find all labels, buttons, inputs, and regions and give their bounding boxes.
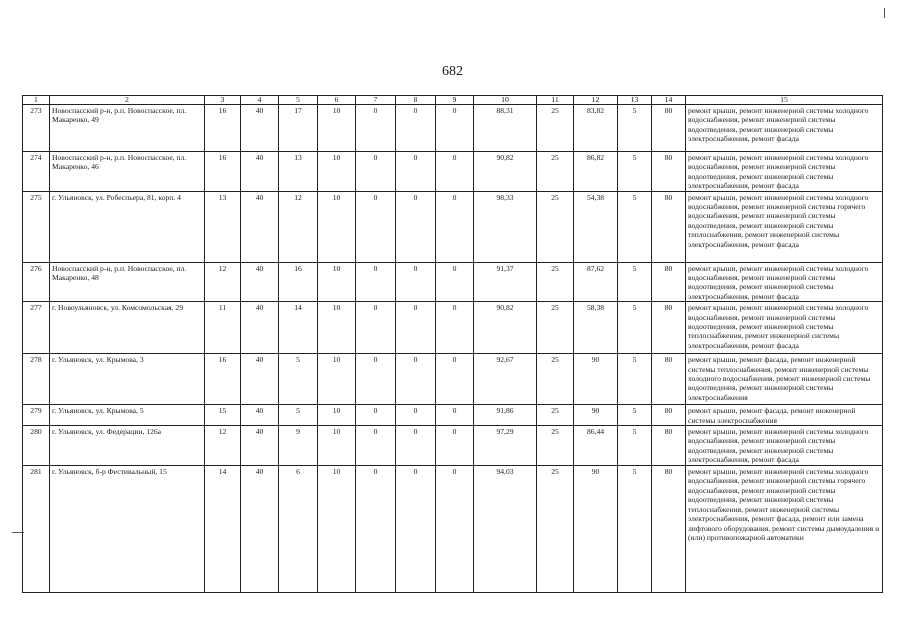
value-cell: 9 <box>279 426 318 466</box>
value-cell: 58,38 <box>574 302 618 354</box>
value-cell: 90 <box>574 354 618 405</box>
repair-register-table <box>22 95 883 593</box>
value-cell: 12 <box>279 191 318 262</box>
value-cell: 25 <box>537 354 574 405</box>
column-header: 6 <box>318 96 356 105</box>
value-cell: 10 <box>318 191 356 262</box>
value-cell: 25 <box>537 191 574 262</box>
column-header: 8 <box>396 96 436 105</box>
value-cell: 13 <box>205 191 241 262</box>
value-cell: 40 <box>241 262 279 302</box>
column-header: 15 <box>686 96 883 105</box>
table-row <box>23 426 883 466</box>
column-header: 10 <box>474 96 537 105</box>
column-header: 1 <box>23 96 50 105</box>
row-number: 275 <box>23 191 50 262</box>
works-cell: ремонт крыши, ремонт инженерной системы холодного водоснабжения, ремонт инженерной системы водоотведения, ремонт инженерной системы электроснабжения, ремонт фасада <box>686 262 883 302</box>
value-cell: 5 <box>618 105 652 152</box>
value-cell: 40 <box>241 302 279 354</box>
value-cell: 11 <box>205 302 241 354</box>
value-cell: 25 <box>537 302 574 354</box>
value-cell: 25 <box>537 262 574 302</box>
value-cell: 80 <box>652 426 686 466</box>
value-cell: 90,82 <box>474 152 537 192</box>
value-cell: 97,29 <box>474 426 537 466</box>
value-cell: 0 <box>396 152 436 192</box>
value-cell: 90 <box>574 466 618 593</box>
value-cell: 17 <box>279 105 318 152</box>
value-cell: 90,82 <box>474 302 537 354</box>
value-cell: 80 <box>652 354 686 405</box>
value-cell: 5 <box>279 405 318 426</box>
value-cell: 16 <box>205 354 241 405</box>
value-cell: 88,31 <box>474 105 537 152</box>
table-row <box>23 405 883 426</box>
value-cell: 98,33 <box>474 191 537 262</box>
value-cell: 5 <box>618 191 652 262</box>
value-cell: 80 <box>652 405 686 426</box>
value-cell: 40 <box>241 354 279 405</box>
value-cell: 40 <box>241 191 279 262</box>
column-header: 2 <box>50 96 205 105</box>
value-cell: 5 <box>618 152 652 192</box>
value-cell: 80 <box>652 466 686 593</box>
value-cell: 5 <box>618 262 652 302</box>
value-cell: 5 <box>618 426 652 466</box>
value-cell: 16 <box>205 105 241 152</box>
value-cell: 91,86 <box>474 405 537 426</box>
value-cell: 5 <box>618 302 652 354</box>
value-cell: 0 <box>356 152 396 192</box>
works-cell: ремонт крыши, ремонт инженерной системы холодного водоснабжения, ремонт инженерной системы водоотведения, ремонт инженерной системы электроснабжения, ремонт фасада <box>686 105 883 152</box>
works-cell: ремонт крыши, ремонт фасада, ремонт инженерной системы теплоснабжения, ремонт инженерной системы холодного водоснабжения, ремонт инженерной системы водоотведения, ремонт инженерной системы электроснабжения <box>686 354 883 405</box>
address-cell: г. Ульяновск, ул. Робеспьера, 81, корп. 4 <box>50 191 205 262</box>
value-cell: 12 <box>205 426 241 466</box>
value-cell: 92,67 <box>474 354 537 405</box>
value-cell: 0 <box>436 262 474 302</box>
value-cell: 83,82 <box>574 105 618 152</box>
address-cell: г. Ульяновск, ул. Крымова, 3 <box>50 354 205 405</box>
value-cell: 10 <box>318 152 356 192</box>
scan-artifact-right <box>884 8 885 18</box>
works-cell: ремонт крыши, ремонт инженерной системы холодного водоснабжения, ремонт инженерной системы горячего водоснабжения, ремонт инженерной системы водоотведения, ремонт инженерной системы теплоснабжения, ремонт инженерной системы электроснабжения, ремонт фасада, ремонт или замена лифтового оборудования, ремонт системы дымоудаления и (или) противопожарной автоматики <box>686 466 883 593</box>
value-cell: 80 <box>652 262 686 302</box>
value-cell: 0 <box>396 466 436 593</box>
value-cell: 0 <box>396 426 436 466</box>
value-cell: 0 <box>356 354 396 405</box>
value-cell: 0 <box>436 105 474 152</box>
address-cell: г. Ульяновск, ул. Крымова, 5 <box>50 405 205 426</box>
value-cell: 14 <box>205 466 241 593</box>
value-cell: 0 <box>356 105 396 152</box>
column-header: 4 <box>241 96 279 105</box>
column-header: 11 <box>537 96 574 105</box>
value-cell: 0 <box>436 354 474 405</box>
row-number: 279 <box>23 405 50 426</box>
value-cell: 10 <box>318 466 356 593</box>
value-cell: 0 <box>436 152 474 192</box>
value-cell: 12 <box>205 262 241 302</box>
value-cell: 54,38 <box>574 191 618 262</box>
column-header: 14 <box>652 96 686 105</box>
value-cell: 80 <box>652 152 686 192</box>
value-cell: 0 <box>396 105 436 152</box>
value-cell: 5 <box>618 466 652 593</box>
value-cell: 40 <box>241 426 279 466</box>
works-cell: ремонт крыши, ремонт инженерной системы холодного водоснабжения, ремонт инженерной системы горячего водоснабжения, ремонт инженерной системы водоотведения, ремонт инженерной системы теплоснабжения, ремонт инженерной системы электроснабжения, ремонт фасада <box>686 191 883 262</box>
value-cell: 10 <box>318 262 356 302</box>
value-cell: 16 <box>279 262 318 302</box>
value-cell: 15 <box>205 405 241 426</box>
table-row <box>23 262 883 302</box>
value-cell: 10 <box>318 426 356 466</box>
value-cell: 0 <box>396 262 436 302</box>
page-number: 682 <box>442 64 463 79</box>
row-number: 278 <box>23 354 50 405</box>
value-cell: 0 <box>356 405 396 426</box>
table-row <box>23 354 883 405</box>
value-cell: 40 <box>241 466 279 593</box>
value-cell: 25 <box>537 426 574 466</box>
value-cell: 25 <box>537 466 574 593</box>
column-header: 3 <box>205 96 241 105</box>
scan-artifact-left <box>12 532 24 533</box>
row-number: 281 <box>23 466 50 593</box>
value-cell: 10 <box>318 405 356 426</box>
value-cell: 40 <box>241 105 279 152</box>
works-cell: ремонт крыши, ремонт фасада, ремонт инженерной системы электроснабжения <box>686 405 883 426</box>
value-cell: 5 <box>618 354 652 405</box>
value-cell: 14 <box>279 302 318 354</box>
value-cell: 80 <box>652 191 686 262</box>
value-cell: 10 <box>318 105 356 152</box>
value-cell: 0 <box>396 191 436 262</box>
row-number: 276 <box>23 262 50 302</box>
value-cell: 0 <box>436 426 474 466</box>
table-row <box>23 152 883 192</box>
value-cell: 0 <box>396 302 436 354</box>
table-row <box>23 191 883 262</box>
row-number: 273 <box>23 105 50 152</box>
value-cell: 80 <box>652 302 686 354</box>
value-cell: 10 <box>318 302 356 354</box>
value-cell: 16 <box>205 152 241 192</box>
value-cell: 0 <box>356 191 396 262</box>
column-header: 13 <box>618 96 652 105</box>
value-cell: 90 <box>574 405 618 426</box>
value-cell: 80 <box>652 105 686 152</box>
table-row <box>23 105 883 152</box>
works-cell: ремонт крыши, ремонт инженерной системы холодного водоснабжения, ремонт инженерной системы водоотведения, ремонт инженерной системы теплоснабжения, ремонт инженерной системы электроснабжения, ремонт фасада <box>686 302 883 354</box>
address-cell: Новоспасский р-н, р.п. Новоспасское, пл. Макаренко, 48 <box>50 262 205 302</box>
value-cell: 0 <box>396 405 436 426</box>
address-cell: г. Новоульяновск, ул. Комсомольская, 29 <box>50 302 205 354</box>
value-cell: 6 <box>279 466 318 593</box>
address-cell: Новоспасский р-н, р.п. Новоспасское, пл. Макаренко, 49 <box>50 105 205 152</box>
value-cell: 0 <box>396 354 436 405</box>
value-cell: 0 <box>436 466 474 593</box>
value-cell: 0 <box>436 302 474 354</box>
works-cell: ремонт крыши, ремонт инженерной системы холодного водоснабжения, ремонт инженерной системы водоотведения, ремонт инженерной системы электроснабжения, ремонт фасада <box>686 152 883 192</box>
value-cell: 40 <box>241 405 279 426</box>
row-number: 277 <box>23 302 50 354</box>
address-cell: Новоспасский р-н, р.п. Новоспасское, пл. Макаренко, 46 <box>50 152 205 192</box>
column-header: 9 <box>436 96 474 105</box>
column-header: 7 <box>356 96 396 105</box>
value-cell: 87,62 <box>574 262 618 302</box>
value-cell: 5 <box>279 354 318 405</box>
table-row <box>23 302 883 354</box>
value-cell: 25 <box>537 152 574 192</box>
value-cell: 13 <box>279 152 318 192</box>
value-cell: 0 <box>356 466 396 593</box>
address-cell: г. Ульяновск, б-р Фестивальный, 15 <box>50 466 205 593</box>
table-row <box>23 466 883 593</box>
value-cell: 94,03 <box>474 466 537 593</box>
value-cell: 0 <box>436 405 474 426</box>
works-cell: ремонт крыши, ремонт инженерной системы холодного водоснабжения, ремонт инженерной системы водоотведения, ремонт инженерной системы электроснабжения, ремонт фасада <box>686 426 883 466</box>
value-cell: 0 <box>356 426 396 466</box>
address-cell: г. Ульяновск, ул. Федерации, 126а <box>50 426 205 466</box>
value-cell: 25 <box>537 105 574 152</box>
column-header: 12 <box>574 96 618 105</box>
value-cell: 25 <box>537 405 574 426</box>
row-number: 274 <box>23 152 50 192</box>
value-cell: 86,82 <box>574 152 618 192</box>
value-cell: 0 <box>436 191 474 262</box>
value-cell: 91,37 <box>474 262 537 302</box>
value-cell: 0 <box>356 262 396 302</box>
value-cell: 0 <box>356 302 396 354</box>
value-cell: 10 <box>318 354 356 405</box>
value-cell: 40 <box>241 152 279 192</box>
column-header: 5 <box>279 96 318 105</box>
column-number-row <box>23 96 883 105</box>
row-number: 280 <box>23 426 50 466</box>
value-cell: 86,44 <box>574 426 618 466</box>
value-cell: 5 <box>618 405 652 426</box>
